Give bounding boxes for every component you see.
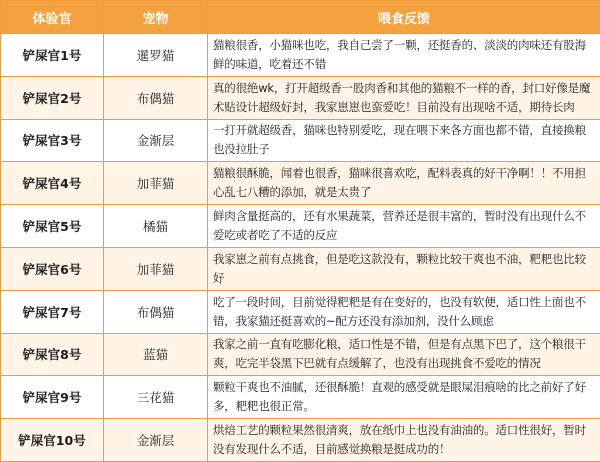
pet-cell: 蓝猫 (104, 333, 208, 376)
tester-cell: 铲屎官1号 (1, 34, 104, 77)
tester-cell: 铲屎官8号 (1, 333, 104, 376)
pet-cell: 橘猫 (104, 205, 208, 248)
tester-cell: 铲屎官9号 (1, 376, 104, 419)
pet-cell: 布偶猫 (104, 290, 208, 333)
table-row (1, 162, 600, 205)
tester-cell: 铲屎官5号 (1, 205, 104, 248)
table-row (1, 205, 600, 248)
tester-cell: 铲屎官4号 (1, 162, 104, 205)
pet-cell: 加菲猫 (104, 162, 208, 205)
table-row (1, 333, 600, 376)
feedback-cell: 我家崽之前有点挑食，但是吃这款没有，颗粒比较干爽也不油，粑粑也比较好 (208, 247, 600, 290)
feedback-cell: 我家之前一直有吃膨化粮，适口性是不错，但是有点黑下巴了，这个粮很干爽，吃完半袋黑下巴就有点缓解了，也没有出现挑食不爱吃的情况 (208, 333, 600, 376)
tester-cell: 铲屎官7号 (1, 290, 104, 333)
table-row (1, 419, 600, 462)
pet-cell: 加菲猫 (104, 247, 208, 290)
pet-cell: 布偶猫 (104, 76, 208, 119)
table-row (1, 76, 600, 119)
table-row (1, 376, 600, 419)
header-feedback: 喂食反馈 (208, 1, 600, 34)
feedback-cell: 真的很绝wk，打开超级香一股肉香和其他的猫粮不一样的香，封口好像是魔术贴设计超级好封，我家崽崽也蛮爱吃！目前没有出现啥不适，期待长肉 (208, 76, 600, 119)
header-pet: 宠物 (104, 1, 208, 34)
table-row (1, 34, 600, 77)
feedback-cell: 一打开就超级香，猫咪也特别爱吃，现在喂下来各方面也都不错，直接换粮也没拉肚子 (208, 119, 600, 162)
feedback-cell: 烘焙工艺的颗粒果然很清爽，放在纸巾上也没有油油的。适口性很好，暂时没有发现什么不适，目前感觉换粮是挺成功的！ (208, 419, 600, 462)
tester-cell: 铲屎官2号 (1, 76, 104, 119)
tester-cell: 铲屎官3号 (1, 119, 104, 162)
feedback-cell: 颗粒干爽也不油腻，还很酥脆！直观的感受就是眼屎泪痕啥的比之前好了好多，粑粑也很正常。 (208, 376, 600, 419)
header-row (1, 1, 600, 34)
tester-cell: 铲屎官10号 (1, 419, 104, 462)
table-row (1, 290, 600, 333)
table-row (1, 247, 600, 290)
tester-cell: 铲屎官6号 (1, 247, 104, 290)
feedback-cell: 猫粮很酥脆，闻着也很香，猫咪很喜欢吃，配料表真的好干净啊！！不用担心乱七八糟的添加，就是太贵了 (208, 162, 600, 205)
header-tester: 体验官 (1, 1, 104, 34)
feedback-cell: 吃了一段时间，目前觉得粑粑是有在变好的，也没有软便，适口性上面也不错，我家猫还挺喜欢的~配方还没有添加剂，没什么顾虑 (208, 290, 600, 333)
feedback-cell: 猫粮很香，小猫咪也吃，我自己尝了一颗，还挺香的、淡淡的肉味还有股海鲜的味道，吃着还不错 (208, 34, 600, 77)
pet-cell: 三花猫 (104, 376, 208, 419)
table-row (1, 119, 600, 162)
pet-cell: 暹罗猫 (104, 34, 208, 77)
pet-cell: 金渐层 (104, 419, 208, 462)
pet-cell: 金渐层 (104, 119, 208, 162)
feedback-cell: 鲜肉含量挺高的，还有水果蔬菜，营养还是很丰富的，暂时没有出现什么不爱吃或者吃了不适的反应 (208, 205, 600, 248)
